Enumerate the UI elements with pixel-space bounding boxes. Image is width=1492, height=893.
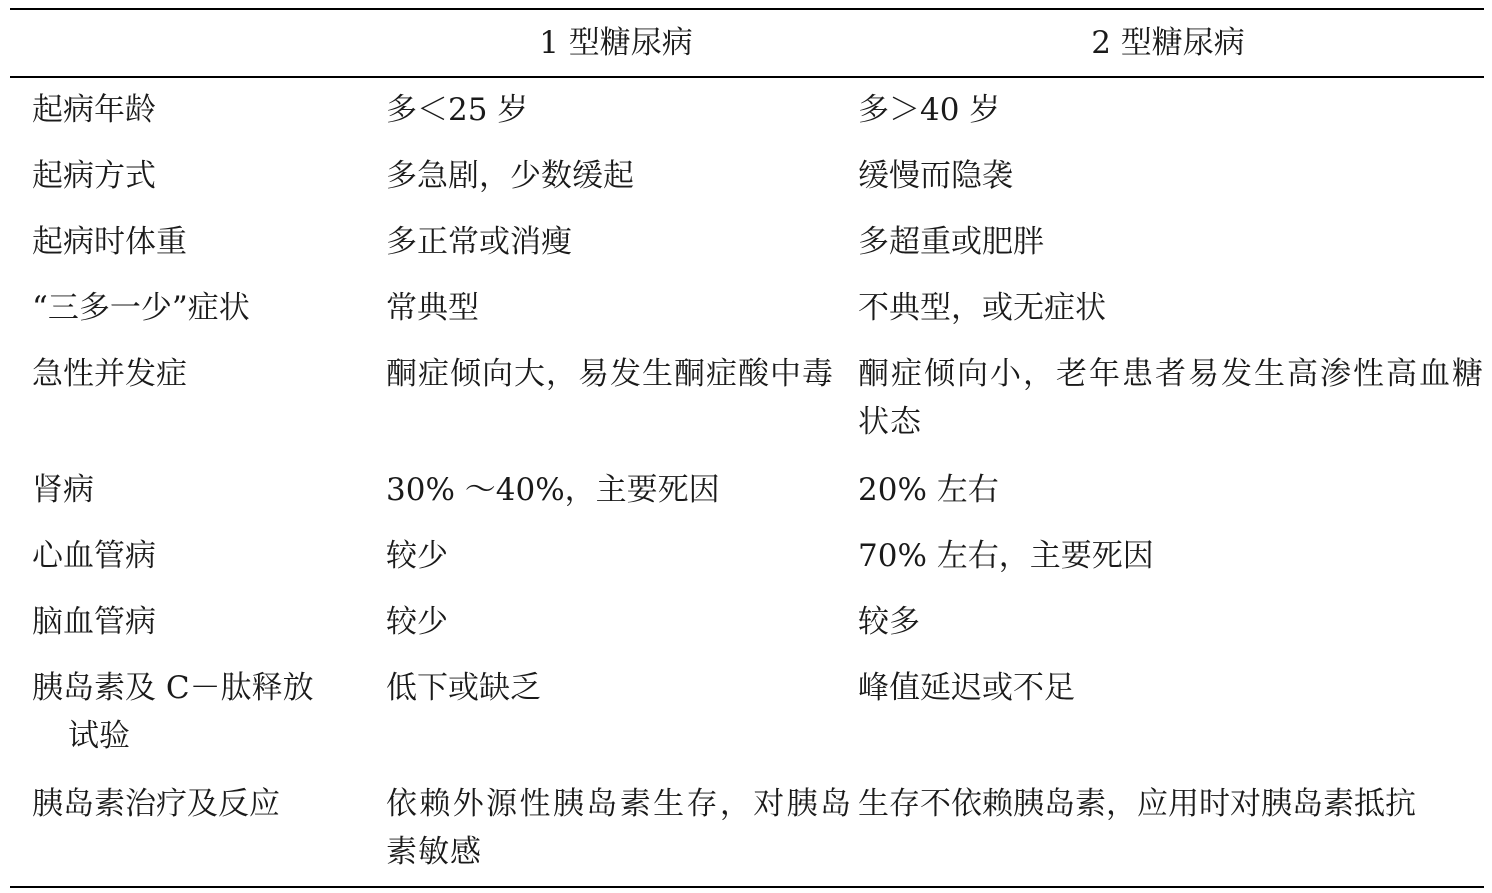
- type2-cell: 缓慢而隐袭: [858, 157, 1013, 194]
- type1-cell: 多＜25 岁: [386, 91, 529, 128]
- table-row: [10, 284, 1484, 350]
- type1-cell: 常典型: [386, 289, 479, 326]
- row-label: 胰岛素治疗及反应: [32, 785, 280, 822]
- row-label-line2: 试验: [68, 717, 130, 754]
- type2-cell: 酮症倾向小，老年患者易发生高渗性高血糖状态: [858, 355, 1484, 440]
- row-label: 心血管病: [32, 537, 156, 574]
- row-label: 脑血管病: [32, 603, 156, 640]
- table-body: [10, 78, 1484, 886]
- row-label-line1: 胰岛素及 C－肽释放: [32, 669, 314, 706]
- header-type2: 2 型糖尿病: [1091, 25, 1245, 61]
- table-row: [10, 466, 1484, 532]
- type1-cell: 依赖外源性胰岛素生存，对胰岛素敏感: [386, 785, 852, 870]
- table-row: [10, 780, 1484, 886]
- type2-cell: 多＞40 岁: [858, 91, 1001, 128]
- type1-cell: 低下或缺乏: [386, 669, 541, 706]
- type2-cell: 生存不依赖胰岛素，应用时对胰岛素抵抗: [858, 785, 1416, 822]
- row-label: “三多一少”症状: [32, 289, 250, 326]
- row-label: 起病方式: [32, 157, 156, 194]
- row-label: 急性并发症: [32, 355, 187, 392]
- table-row: [10, 598, 1484, 664]
- table-row: [10, 532, 1484, 598]
- type1-cell: 较少: [386, 603, 448, 640]
- row-label: 起病时体重: [32, 223, 187, 260]
- header-type1: 1 型糖尿病: [539, 25, 693, 61]
- type2-cell: 不典型，或无症状: [858, 289, 1106, 326]
- type2-cell: 70% 左右，主要死因: [858, 537, 1154, 574]
- type2-cell: 峰值延迟或不足: [858, 669, 1075, 706]
- table-row: [10, 86, 1484, 152]
- type2-cell: 20% 左右: [858, 471, 999, 508]
- table-row: [10, 664, 1484, 780]
- type1-cell: 多正常或消瘦: [386, 223, 572, 260]
- table-bottom-rule: [10, 886, 1484, 888]
- table-row: [10, 350, 1484, 466]
- type1-cell: 30% ～40%，主要死因: [386, 471, 720, 508]
- table-row: [10, 218, 1484, 284]
- type1-cell: 多急剧，少数缓起: [386, 157, 634, 194]
- type1-cell: 酮症倾向大，易发生酮症酸中毒: [386, 355, 834, 392]
- table-row: [10, 152, 1484, 218]
- row-label: 起病年龄: [32, 91, 156, 128]
- type2-cell: 较多: [858, 603, 920, 640]
- type2-cell: 多超重或肥胖: [858, 223, 1044, 260]
- row-label: 肾病: [32, 471, 94, 508]
- table-header-row: [10, 10, 1484, 76]
- comparison-table: [10, 8, 1484, 888]
- type1-cell: 较少: [386, 537, 448, 574]
- row-label: [10, 664, 380, 760]
